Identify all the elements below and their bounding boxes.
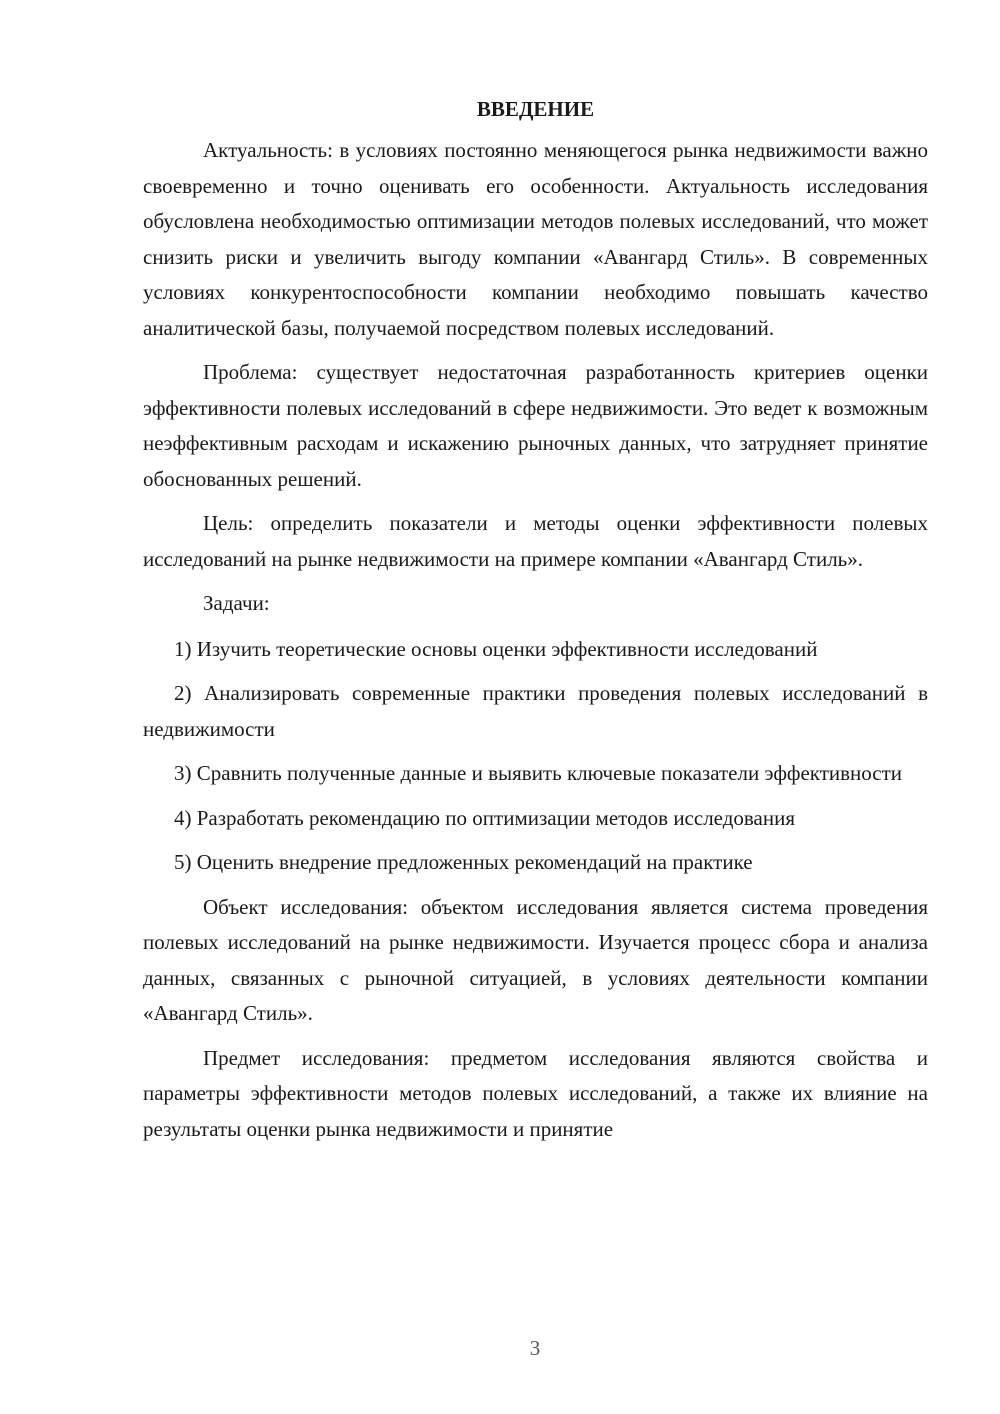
problem-paragraph: Проблема: существует недостаточная разработанность критериев оценки эффективности полевых исследований в сфере недвижимости. Это ведет к возможным неэффективным расходам и искажению рыночных данных, что затрудняет принятие обоснованных решений. <box>143 360 928 491</box>
task-item-2: 2) Анализировать современные практики проведения полевых исследований в недвижимости <box>143 681 928 741</box>
page-title: ВВЕДЕНИЕ <box>476 97 595 121</box>
object-paragraph: Объект исследования: объектом исследования является система проведения полевых исследований на рынке недвижимости. Изучается процесс сбора и анализа данных, связанных с рыночной ситуацией, в условиях деятельности компании «Авангард Стиль». <box>143 894 928 1025</box>
tasks-heading: Задачи: <box>203 591 270 615</box>
page-number: 3 <box>529 1336 541 1360</box>
subject-paragraph: Предмет исследования: предметом исследования являются свойства и параметры эффективности методов полевых исследований, а также их влияние на результаты оценки рынка недвижимости и принятие <box>143 1045 928 1141</box>
task-item-4: 4) Разработать рекомендацию по оптимизации методов исследования <box>174 805 795 830</box>
task-item-5: 5) Оценить внедрение предложенных рекомендаций на практике <box>174 850 753 874</box>
goal-paragraph: Цель: определить показатели и методы оценки эффективности полевых исследований на рынке недвижимости на примере компании «Авангард Стиль». <box>143 511 928 571</box>
page-content <box>143 92 928 1156</box>
relevance-paragraph: Актуальность: в условиях постоянно меняющегося рынка недвижимости важно своевременно и точно оценивать его особенности. Актуальность исследования обусловлена необходимостью оптимизации методов полевых исследований, что может снизить риски и увеличить выгоду компании «Авангард Стиль». В современных условиях конкурентоспособности компании необходимо повышать качество аналитической базы, получаемой посредством полевых исследований. <box>143 138 928 340</box>
task-item-1: 1) Изучить теоретические основы оценки эффективности исследований <box>174 636 818 661</box>
task-item-3: 3) Сравнить полученные данные и выявить ключевые показатели эффективности <box>174 761 903 785</box>
